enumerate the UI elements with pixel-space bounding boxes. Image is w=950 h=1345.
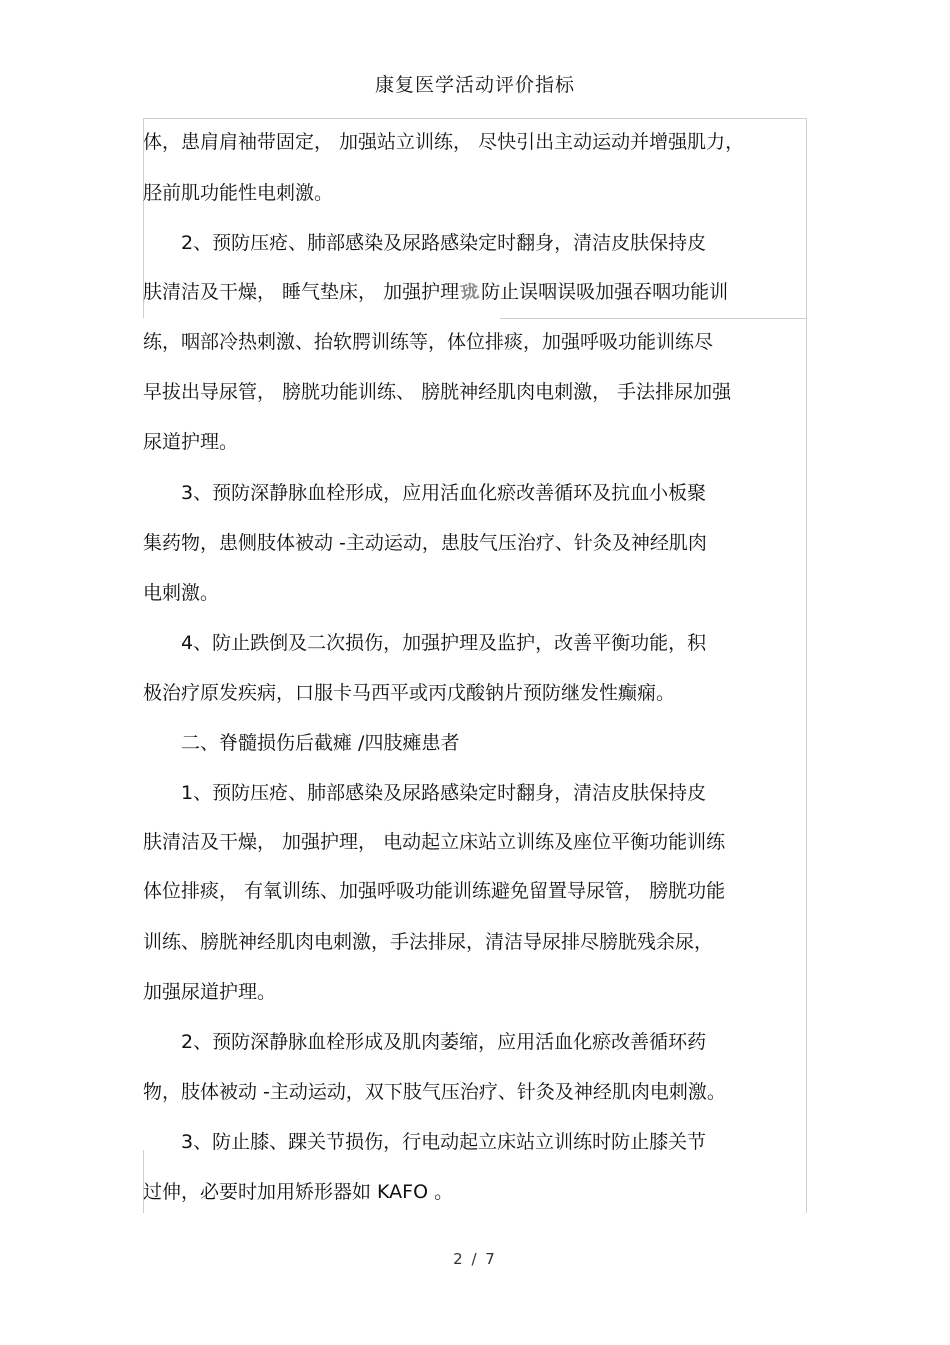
- section-heading: 二、脊髓损伤后截瘫 /四肢瘫患者: [181, 732, 460, 754]
- body-line: 体位排痰， 有氧训练、加强呼吸功能训练避免留置导尿管， 膀胱功能: [143, 880, 726, 902]
- page-title: 康复医学活动评价指标: [374, 74, 575, 96]
- body-line: 2、预防深静脉血栓形成及肌肉萎缩，应用活血化瘀改善循环药: [181, 1031, 707, 1053]
- body-line: 电刺激。: [143, 582, 220, 604]
- body-line: 早拔出导尿管， 膀胱功能训练、 膀胱神经肌肉电刺激， 手法排尿加强: [143, 381, 732, 403]
- body-line: 练，咽部冷热刺激、抬软腭训练等，体位排痰，加强呼吸功能训练尽: [143, 331, 714, 353]
- body-line: 尿道护理。: [143, 431, 239, 453]
- body-line: 极治疗原发疾病，口服卡马西平或丙戊酸钠片预防继发性癫痫。: [143, 682, 676, 704]
- frame-top-line: [143, 118, 807, 119]
- body-line-part: 防止误咽误吸加强吞咽功能训: [481, 281, 729, 303]
- watermark-stamp: 珑: [459, 280, 481, 305]
- body-line: 体，患肩肩袖带固定， 加强站立训练， 尽快引出主动运动并增强肌力，: [143, 131, 745, 153]
- body-line: [143, 280, 728, 305]
- body-line-part: 肤清洁及干燥， 睡气垫床， 加强护理: [143, 281, 460, 303]
- body-line: 2、预防压疮、肺部感染及尿路感染定时翻身，清洁皮肤保持皮: [181, 232, 707, 254]
- page-indicator: 2 / 7: [453, 1250, 497, 1268]
- frame-mid-line: [500, 318, 807, 319]
- body-line: 3、预防深静脉血栓形成，应用活血化瘀改善循环及抗血小板聚: [181, 482, 707, 504]
- body-line: 过伸，必要时加用矫形器如 KAFO 。: [143, 1181, 454, 1203]
- body-line: 4、防止跌倒及二次损伤，加强护理及监护，改善平衡功能，积: [181, 632, 707, 654]
- body-line: 训练、膀胱神经肌肉电刺激，手法排尿，清洁导尿排尽膀胱残余尿，: [143, 931, 714, 953]
- body-line: 物，肢体被动 -主动运动，双下肢气压治疗、针灸及神经肌肉电刺激。: [143, 1081, 726, 1103]
- body-line: 胫前肌功能性电刺激。: [143, 182, 334, 204]
- body-line: 1、预防压疮、肺部感染及尿路感染定时翻身，清洁皮肤保持皮: [181, 782, 707, 804]
- body-line: 3、防止膝、踝关节损伤，行电动起立床站立训练时防止膝关节: [181, 1131, 707, 1153]
- frame-right-line: [806, 118, 807, 1213]
- body-line: 集药物，患侧肢体被动 -主动运动，患肢气压治疗、针灸及神经肌肉: [143, 532, 707, 554]
- body-line: 肤清洁及干燥， 加强护理， 电动起立床站立训练及座位平衡功能训练: [143, 831, 726, 853]
- body-line: 加强尿道护理。: [143, 981, 277, 1003]
